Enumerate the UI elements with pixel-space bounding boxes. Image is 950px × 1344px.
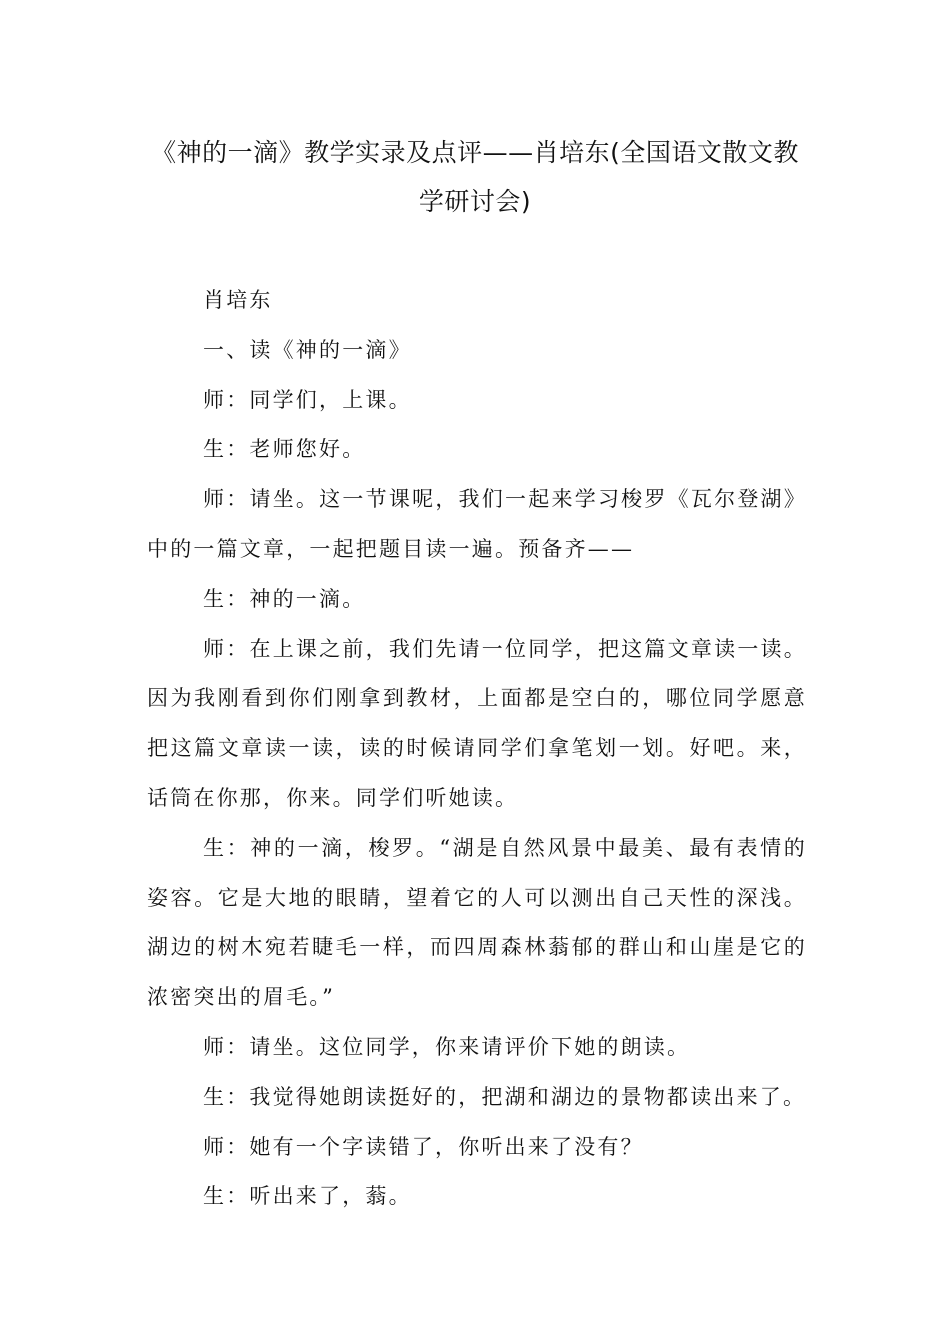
- dialogue-paragraph: 生：老师您好。: [203, 437, 366, 462]
- dialogue-paragraph: 师：请坐。这位同学，你来请评价下她的朗读。: [203, 1034, 691, 1059]
- document-body: [147, 276, 807, 1222]
- dialogue-paragraph: 师：同学们，上课。: [203, 387, 412, 412]
- dialogue-paragraph: 师：她有一个字读错了，你听出来了没有？: [203, 1134, 644, 1159]
- dialogue-paragraph: 师：在上课之前，我们先请一位同学，把这篇文章读一读。因为我刚看到你们刚拿到教材，上面都是空白的，哪位同学愿意把这篇文章读一读，读的时候请同学们拿笔划一划。好吧。来，话筒在你那，你来。同学们听她读。: [147, 636, 807, 810]
- section-heading: 一、读《神的一滴》: [203, 337, 412, 362]
- dialogue-paragraph: 生：我觉得她朗读挺好的，把湖和湖边的景物都读出来了。: [203, 1084, 807, 1109]
- dialogue-paragraph: 生：神的一滴。: [203, 586, 366, 611]
- document-title: 《神的一滴》教学实录及点评——肖培东(全国语文散文教学研讨会): [151, 138, 799, 216]
- dialogue-paragraph: 生：神的一滴，梭罗。“湖是自然风景中最美、最有表情的姿容。它是大地的眼睛，望着它的人可以测出自己天性的深浅。湖边的树木宛若睫毛一样，而四周森林蓊郁的群山和山崖是它的浓密突出的眉毛。”: [147, 835, 807, 1010]
- author-line: 肖培东: [203, 288, 273, 312]
- dialogue-paragraph: 师：请坐。这一节课呢，我们一起来学习梭罗《瓦尔登湖》中的一篇文章，一起把题目读一遍。预备齐——: [147, 487, 807, 561]
- dialogue-paragraph: 生：听出来了，蓊。: [203, 1184, 412, 1209]
